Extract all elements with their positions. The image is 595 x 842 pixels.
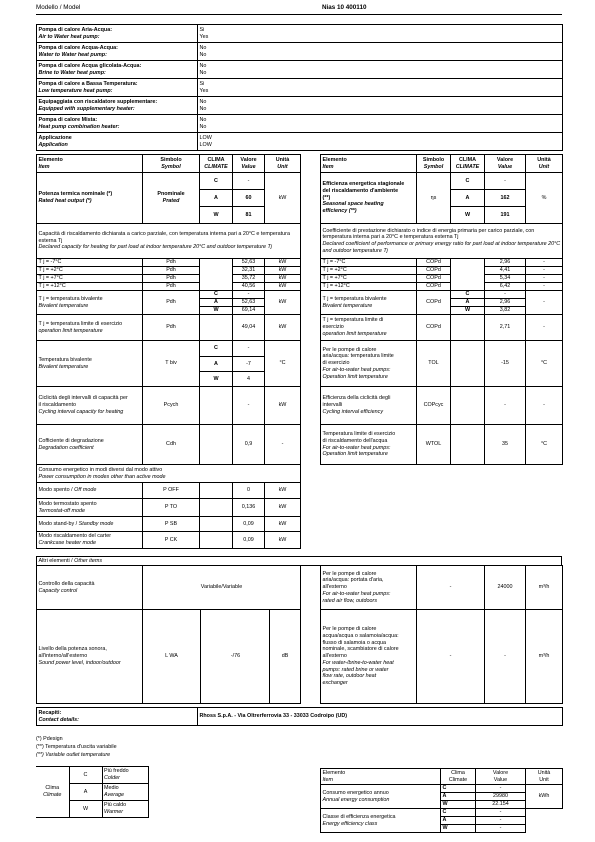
bivalent-symbol: Pdh [143,291,200,315]
bivalent-a: 2,96 [485,299,526,307]
wtol-label-en-2: Operation limit temperature [322,451,388,458]
feature-row [37,97,563,115]
climate-legend [36,766,149,818]
cycling-symbol: Pcych [143,387,200,425]
feature-row [37,115,563,133]
tj-unit: kW [265,259,301,267]
part-load-heading-en: Declared capacity for heating for part load at indoor temperature 20°C and outdoor temperature Tj [38,244,272,251]
tj-value: 2,96 [485,259,526,267]
climate-a: A [451,299,485,307]
brine-flow-value: - [485,610,526,704]
thermostat-off-label: Modo termostato spento [38,500,97,507]
degradation-symbol: Cdh [143,425,200,465]
limit-value: 49,04 [233,315,265,341]
rated-output-label: Potenza termica nominale (*) [38,191,113,198]
feature-value: No [199,98,207,105]
other-items-right [320,565,563,704]
seasonal-eff-unit: % [526,173,563,224]
modes-title-en: Power consumption in modes other than active mode [38,473,166,480]
legend-colder: Più freddo [104,768,129,775]
seasonal-eff-w: 191 [485,207,526,224]
annual-consumption-label: Consumo energetico annuo [322,789,389,796]
tbiv-unit: °C [265,341,301,387]
cycling-eff-symbol: COPcyc [417,387,451,425]
limit-label-en: operation limit temperature [322,330,387,337]
contact-label-en: Contact details: [38,716,79,723]
climate-w: W [441,825,476,833]
feature-row [37,133,563,151]
tj-value: 40,56 [233,283,265,291]
col-elem: Elemento [322,156,347,163]
col-sym-en: Symbol [423,163,444,170]
col-val: Valore [496,156,514,163]
tj-symbol: COPd [417,275,451,283]
bivalent-w: 3,82 [485,307,526,315]
air-flow-label: Per le pompe di calore [322,570,377,577]
feature-label-en: Equipped with supplementary heater: [38,105,135,112]
efficiency-class-a: - [476,817,526,825]
crankcase-label-en: Crankcase heater mode [38,540,97,546]
feature-value: No [199,116,207,123]
feature-table [36,24,563,151]
rated-output-label-en: Rated heat output (*) [38,198,92,204]
brine-flow-label-5: all'esterno [322,653,347,660]
feature-label: Pompa di calore Mista: [38,116,98,123]
wtol-label-en: For air-to-water heat pumps: [322,444,391,451]
annual-consumption-label-en: Annual energy consumption [322,796,390,803]
footnote-outlet-en: (**) Variable outlet temperature [36,752,111,759]
legend-title: Clima [45,785,60,792]
limit-symbol: COPd [417,315,451,341]
col-val-en: Value [497,163,513,170]
col-sym: Simbolo [160,156,182,163]
bivalent-unit: kW [265,291,301,315]
feature-label: Pompa di calore Aria-Acqua: [38,26,112,33]
climate-w: W [200,207,233,224]
limit-label-en: operation limit temperature [38,327,103,334]
col-elem-en: Item [38,163,50,170]
off-mode-symbol: P OFF [143,483,200,499]
feature-label-en: Water to Water heat pump: [38,51,107,58]
rated-output-unit: kW [265,173,301,224]
energy-col-elem: Elemento [322,769,346,776]
annual-consumption-a: 29980 [476,793,526,801]
limit-label: T j = temperatura limite di [322,317,384,324]
feature-row [37,43,563,61]
bivalent-label-en: Bivalent temperature [38,302,89,309]
right-header-row [321,155,563,173]
climate-a: A [200,190,233,207]
feature-value: Si [199,26,205,33]
limit-value: 2,71 [485,315,526,341]
thermostat-off-symbol: P TO [143,499,200,517]
climate-a: A [200,357,233,372]
brine-flow-symbol: - [417,610,485,704]
energy-col-val-en: Value [493,776,508,783]
tj-label: T j = +7°C [321,275,417,283]
annual-consumption-unit: kWh [526,785,563,809]
col-sym-en: Symbol [161,163,181,170]
col-unit: Unità [275,156,290,163]
capacity-control-label-en: Capacity control [38,587,78,594]
off-mode-label-en: Off mode [74,487,97,494]
feature-label: Pompa di calore Acqua glicolata-Acqua: [38,62,142,69]
tbiv-c: - [233,341,265,357]
col-sym: Simbolo [422,156,445,163]
energy-col-unit: Unità [537,769,551,776]
energy-col-clima-en: Climate [448,776,468,783]
brine-flow-unit: m³/h [526,610,563,704]
tol-symbol: TOL [417,341,451,387]
energy-col-val: Valore [492,769,509,776]
feature-label-en: Low temperature heat pump: [38,87,113,94]
energy-col-elem-en: Item [322,776,333,783]
tj-value: 5,34 [485,275,526,283]
legend-title-en: Climate [43,792,62,798]
cycling-eff-label-2: intervalli [322,402,343,409]
capacity-control-label: Controllo della capacità [38,580,95,587]
air-flow-value: 24000 [485,566,526,610]
energy-summary-table [320,768,563,833]
standby-symbol: P SB [143,517,200,532]
efficiency-table [320,154,563,465]
climate-w: W [451,207,485,224]
cop-heading: Coefficiente di prestazione dichiarato o indice di energia primaria per carico parziale, con temperatura interna pari a 20°C e temperatura esterna Tj [322,227,535,241]
feature-value: No [199,44,207,51]
feature-value-en: Yes [199,87,209,94]
efficiency-class-label-en: Energy efficiency class [322,820,378,827]
cycling-unit: kW [265,387,301,425]
rated-output-c: - [233,173,265,190]
feature-label: Pompa di calore a Bassa Temperatura: [38,80,138,87]
col-clima-en: CLIMATE [455,163,480,170]
feature-row [37,61,563,79]
legend-key: C [69,767,102,784]
energy-col-clima: Clima [451,769,465,776]
legend-average: Medio [104,785,119,792]
bivalent-w: 69,14 [233,307,265,315]
standby-value: 0,09 [233,517,265,532]
thermostat-off-label-en: Termostat-off mode [38,507,86,514]
wtol-value: 35 [485,425,526,465]
feature-label-en: Application [38,141,68,148]
cycling-label: Ciclicità degli intervalli di capacità per [38,395,128,402]
tj-value: 4,41 [485,267,526,275]
standby-label: Modo stand-by / [38,520,79,527]
off-mode-value: 0 [233,483,265,499]
thermostat-off-unit: kW [265,499,301,517]
tj-symbol: Pdh [143,275,200,283]
tol-label: Per le pompe di calore [322,346,377,353]
model-value: Nias 10 400110 [322,4,367,11]
feature-label-en: Heat pump combination heater: [38,123,120,130]
tj-value: 6,42 [485,283,526,291]
contact-label: Recapiti: [38,709,62,716]
left-header-row [37,155,301,173]
legend-average-en: Average [104,792,124,798]
crankcase-value: 0,09 [233,532,265,549]
bivalent-label: T j = temperatura bivalente [38,295,103,302]
climate-a: A [200,299,233,307]
climate-w: W [441,801,476,809]
capacity-control-value: Variabile/Variable [143,566,301,610]
seasonal-eff-label-2: del riscaldamento d'ambiente [322,187,399,194]
wtol-unit: °C [526,425,563,465]
tol-label-en-2: Operation limit temperature [322,373,388,380]
climate-w: W [451,307,485,315]
tj-label: T j = +12°C [321,283,417,291]
degradation-unit: - [265,425,301,465]
cycling-value: - [233,387,265,425]
annual-consumption-c: - [476,785,526,793]
tbiv-w: 4 [233,372,265,387]
bivalent-label: T j = temperatura bivalente [322,295,387,302]
standby-unit: kW [265,517,301,532]
tol-label-3: di esercizio [322,360,350,367]
footnote-pdesign: (*) Pdesign [36,736,63,742]
limit-label: T j = temperatura limite di esercizio [38,320,123,327]
feature-value-en: No [199,123,207,130]
tj-symbol: Pdh [143,283,200,291]
col-val-en: Value [241,163,256,170]
tbiv-label: Temperatura bivalente [38,356,92,363]
off-mode-unit: kW [265,483,301,499]
other-items-left [36,565,301,704]
tj-unit: - [526,275,563,283]
footnotes [36,735,117,759]
energy-col-unit-en: Unit [539,776,549,783]
climate-w: W [200,372,233,387]
rated-output-w: 81 [233,207,265,224]
cycling-eff-label-en: Cycling interval efficiency [322,408,384,415]
model-label: Modello / Model [36,4,81,11]
efficiency-class-w: - [476,825,526,833]
sound-power-value: -/76 [230,653,241,660]
feature-label: Applicazione [38,134,72,141]
climate-a: A [441,817,476,825]
tol-value: -15 [485,341,526,387]
feature-value-en: LOW [199,141,212,148]
climate-c: C [441,785,476,793]
feature-label-en: Brine to Water heat pump: [38,69,106,76]
model-header [36,2,562,15]
rated-output-a: 60 [233,190,265,207]
cycling-eff-value: - [485,387,526,425]
climate-w: W [200,307,233,315]
feature-row [37,79,563,97]
cycling-label-2: il riscaldamento [38,402,76,409]
feature-value-en: No [199,51,207,58]
tj-unit: kW [265,267,301,275]
climate-c: C [200,173,233,190]
col-clima-en: CLIMATE [204,163,228,170]
part-load-heading: Capacità di riscaldamento dichiarata a carico parziale, con temperatura interna pari a 20°C e temperatura esterna Tj [38,230,290,244]
limit-unit: kW [265,315,301,341]
tj-value: 35,72 [233,275,265,283]
feature-label: Pompa di calore Acqua-Acqua: [38,44,118,51]
tj-symbol: Pdh [143,259,200,267]
col-val: Valore [240,156,257,163]
heating-capacity-table [36,154,301,549]
seasonal-eff-a: 162 [485,190,526,207]
bivalent-a: 52,63 [233,299,265,307]
climate-c: C [200,291,233,299]
efficiency-class-c: - [476,809,526,817]
brine-flow-label-4: nominale, scambiatore di calore [322,646,399,653]
sound-power-label-2: all'interno/all'esterno [38,653,88,660]
tj-unit: kW [265,275,301,283]
tol-label-2: aria/acqua: temperatura limite [322,353,394,360]
bivalent-c: - [485,291,526,299]
seasonal-eff-label-3: (**) [322,194,331,201]
climate-c: C [451,291,485,299]
sound-power-symbol: L WA [143,610,201,703]
legend-key: W [69,801,102,818]
crankcase-unit: kW [265,532,301,549]
tj-unit: - [526,267,563,275]
tj-label: T j = +2°C [321,267,417,275]
air-flow-unit: m³/h [526,566,563,610]
tj-value: 32,31 [233,267,265,275]
degradation-value: 0,9 [233,425,265,465]
col-clima: CLIMA [207,156,225,163]
climate-c: C [441,809,476,817]
col-elem: Elemento [38,156,63,163]
degradation-label: Cofficiente di degradazione [38,437,104,444]
limit-label-2: esercizio [322,324,344,331]
tj-unit: - [526,283,563,291]
tj-symbol: COPd [417,267,451,275]
feature-label: Equipaggiata con riscaldatore supplementare: [38,98,158,105]
other-items-label: Altri elementi / [38,557,75,564]
climate-c: C [451,173,485,190]
thermostat-off-value: 0,136 [233,499,265,517]
efficiency-class-label: Classe di efficienza energetica [322,813,396,820]
seasonal-eff-label-en: Seasonal space heating [322,201,384,208]
tj-symbol: COPd [417,259,451,267]
standby-label-en: Standby mode [78,520,114,527]
air-flow-label-3: all'esterno [322,584,347,591]
feature-value-en: Yes [199,33,209,40]
sound-power-label: Livello della potenza sonora, [38,646,107,653]
brine-flow-label-3: flusso di salamoia o acqua [322,639,387,646]
crankcase-symbol: P CK [143,532,200,549]
bivalent-unit: - [526,291,563,315]
tj-label: T j = -7°C [37,259,143,267]
tj-label: T j = -7°C [321,259,417,267]
tj-label: T j = +2°C [37,267,143,275]
legend-key: A [69,784,102,801]
brine-flow-label: Per le pompe di calore [322,626,377,633]
rated-output-symbol: Pnominale [157,191,185,198]
col-elem-en: Item [322,163,334,170]
tol-unit: °C [526,341,563,387]
tbiv-a: -7 [233,357,265,372]
feature-row [37,25,563,43]
rated-output-symbol-en: Prated [162,198,180,204]
feature-value: No [199,62,207,69]
col-clima: CLIMA [458,156,477,163]
legend-warmer: Più caldo [104,802,127,809]
tol-label-en: For air-to-water heat pumps: [322,366,391,373]
brine-flow-label-en-4: exchanger [322,680,348,687]
bivalent-label-en: Bivalent temperature [322,302,373,309]
air-flow-symbol: - [417,566,485,610]
cycling-eff-label: Efficienza della ciclicità degli [322,395,391,402]
col-unit-en: Unit [277,163,288,170]
tbiv-label-en: Bivalent temperature [38,363,89,370]
cop-heading-en: Declared coefficient of performance or primary energy ratio for part load at indoor temperature 20°C and outdoor temperature Tj [322,241,561,254]
wtol-label-2: di riscaldamento dell'acqua [322,437,388,444]
sound-power-label-en: Sound power level, indoor/outdoor [38,659,121,666]
crankcase-label: Modo riscaldamento del carter [38,533,112,540]
tj-label: T j = +12°C [37,283,143,291]
other-items-label-en: Other items [74,557,103,564]
air-flow-label-2: aria/acqua: portata d'aria, [322,577,384,584]
tj-unit: kW [265,283,301,291]
limit-unit: - [526,315,563,341]
bivalent-c: - [233,291,265,299]
footnote-outlet-it: (**) Temperatura d'uscita variabile [36,744,117,751]
col-unit-en: Unit [538,163,550,170]
legend-warmer-en: Warmer [104,809,124,815]
tbiv-symbol: T biv [143,341,200,387]
feature-value-en: No [199,69,207,76]
tj-label: T j = +7°C [37,275,143,283]
climate-c: C [200,341,233,357]
tj-symbol: COPd [417,283,451,291]
modes-title: Consumo energetico in modi diversi dal modo attivo [38,466,163,473]
legend-colder-en: Colder [104,775,120,781]
feature-value-en: No [199,105,207,112]
annual-consumption-w: 22.154 [476,801,526,809]
air-flow-label-en-2: rated air flow, outdoors [322,597,378,604]
degradation-label-en: Degradation coefficient [38,444,94,451]
climate-a: A [451,190,485,207]
brine-flow-label-en-2: pumps: rated brine or water [322,666,389,673]
tj-value: 52,63 [233,259,265,267]
feature-label-en: Air to Water heat pump: [38,33,100,40]
limit-symbol: Pdh [143,315,200,341]
seasonal-eff-c: - [485,173,526,190]
tj-symbol: Pdh [143,267,200,275]
feature-value: Si [199,80,205,87]
feature-value: LOW [199,134,212,141]
cycling-eff-unit: - [526,387,563,425]
seasonal-eff-symbol: ηs [417,173,451,224]
col-unit: Unità [537,156,551,163]
cycling-label-en: Cycling interval capacity for heating [38,408,124,415]
off-mode-label: Modo spento / [38,487,75,494]
wtol-label: Temperatura limite di esercizio [322,431,396,437]
tj-unit: - [526,259,563,267]
sound-power-unit: dB [270,610,301,704]
bivalent-symbol: COPd [417,291,451,315]
contact-value: Rhoss S.p.A. - Via Oltrerferrovia 33 - 33033 Codroipo (UD) [198,708,563,726]
air-flow-label-en: For air-to-water heat pumps: [322,590,391,597]
brine-flow-label-en-3: flow rate, outdoor heat [322,673,377,680]
seasonal-eff-label-en-2: efficiency (**) [322,208,357,215]
brine-flow-label-2: acqua/acqua o salamoia/acqua: [322,632,399,639]
wtol-symbol: WTOL [417,425,451,465]
seasonal-eff-label: Efficienza energetica stagionale [322,181,405,188]
climate-a: A [441,793,476,801]
brine-flow-label-en: For water-/brine-to-water heat [322,659,394,666]
contact-table [36,707,563,726]
